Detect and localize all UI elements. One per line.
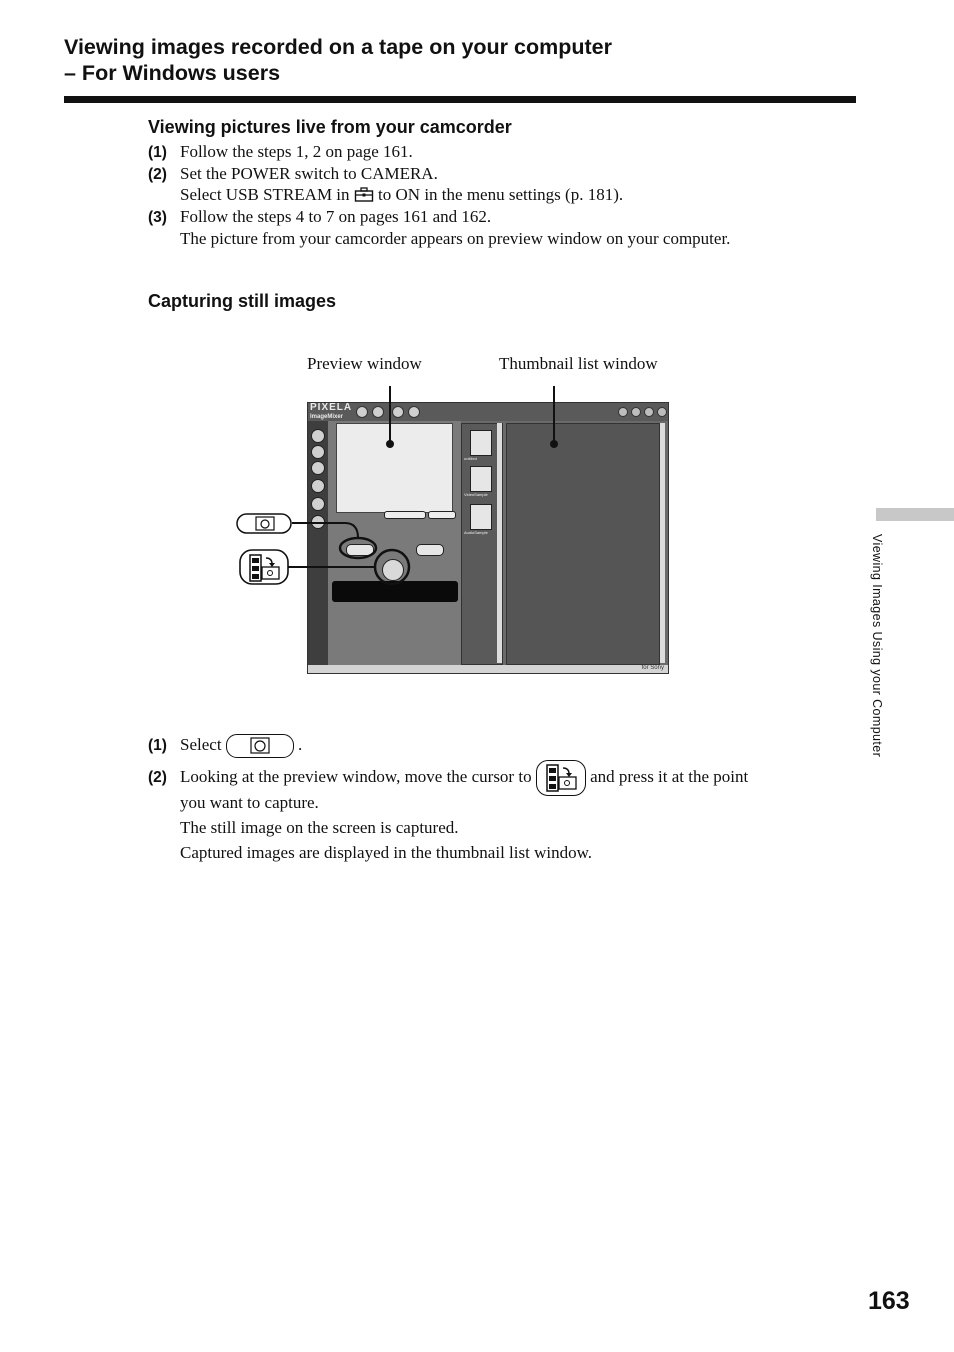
step-number: (1) — [148, 737, 167, 754]
step-number: (1) — [148, 144, 167, 161]
callout-preview-window: Preview window — [307, 354, 422, 373]
step-text: Set the POWER switch to CAMERA. — [180, 164, 438, 183]
camera-still-button — [226, 734, 294, 758]
step-2-capture-lines — [180, 790, 592, 865]
callout-thumbnail-window: Thumbnail list window — [499, 354, 658, 373]
album-label: VideoSample — [464, 492, 488, 497]
step-text: Captured images are displayed in the thumbnail list window. — [180, 843, 593, 862]
page-number: 163 — [868, 1287, 910, 1315]
step-text: The still image on the screen is captured. — [180, 818, 459, 837]
step-1-capture — [148, 733, 302, 758]
step-text: Select — [180, 735, 222, 754]
section-heading-live: Viewing pictures live from your camcorder — [148, 117, 512, 137]
film-capture-icon — [547, 765, 576, 791]
album-label: untitled — [464, 456, 477, 461]
step-text: and press it at the point — [590, 766, 749, 786]
step-text: . — [298, 735, 303, 754]
still-button-highlight — [340, 538, 376, 558]
page-title-line2: – For Windows users — [64, 61, 281, 85]
thumbnail-leader-dot — [550, 440, 558, 448]
step-text: you want to capture. — [180, 793, 319, 812]
page-title-line1: Viewing images recorded on a tape on your computer — [64, 35, 612, 59]
app-logo: PIXELA ImageMixer — [310, 402, 353, 420]
step-number: (2) — [148, 768, 167, 786]
capture-button-highlight — [375, 550, 409, 584]
section-heading-capture: Capturing still images — [148, 291, 337, 311]
section-tab-bar — [876, 508, 954, 521]
footer-brand: for Sony — [641, 665, 664, 671]
step-text: to ON in the menu settings (p. 181). — [378, 185, 624, 204]
step-3-line2: The picture from your camcorder appears on preview window on your computer. — [180, 229, 731, 248]
still-leader-line — [292, 523, 358, 538]
step-text: Follow the steps 4 to 7 on pages 161 and 162. — [180, 207, 492, 226]
step-text: Select USB STREAM in — [180, 185, 350, 204]
step-text: Follow the steps 1, 2 on page 161. — [180, 142, 413, 161]
section-side-label: Viewing Images Using your Computer — [870, 534, 884, 758]
step-number: (2) — [148, 166, 167, 183]
step-text: Looking at the preview window, move the cursor to — [180, 766, 532, 786]
album-label: AudioSample — [464, 530, 488, 535]
preview-leader-dot — [386, 440, 394, 448]
step-number: (3) — [148, 209, 167, 226]
